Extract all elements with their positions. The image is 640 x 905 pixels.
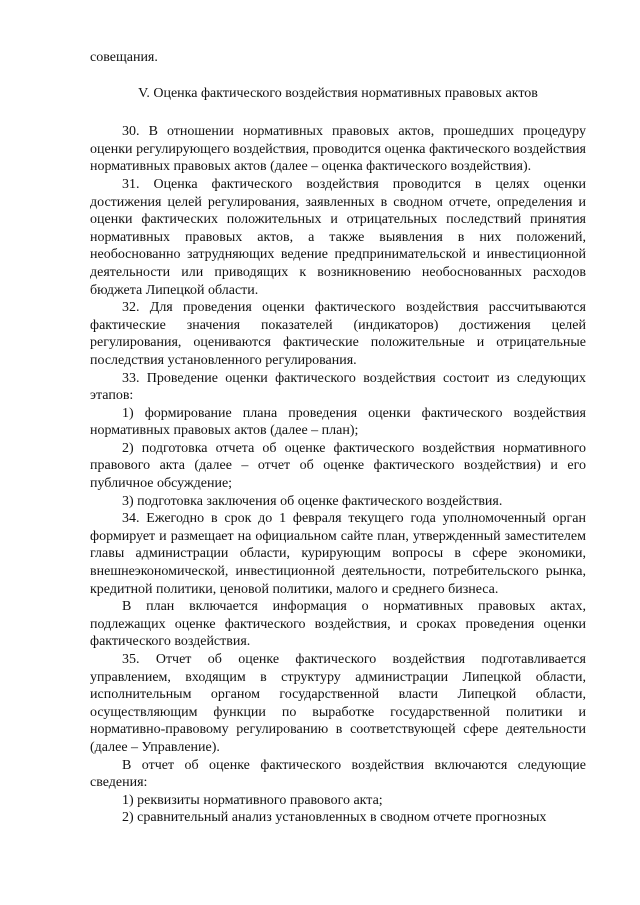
document-page (90, 49, 586, 827)
paragraph-33: 33. Проведение оценки фактического воздействия состоит из следующих этапов: (90, 370, 586, 404)
list-item-comparative-analysis: 2) сравнительный анализ установленных в сводном отчете прогнозных (122, 810, 547, 826)
paragraph-34: 34. Ежегодно в срок до 1 февраля текущего года уполномоченный орган формирует и размещает на официальном сайте план, утвержденный заместителем главы администрации области, курирующим вопросы в сфере экономики, внешнеэкономической, инвестиционной деятельности, потребительского рынка, кредитной политики, ценовой политики, малого и среднего бизнеса. (90, 511, 586, 597)
list-item-stage-2: 2) подготовка отчета об оценке фактического воздействия нормативного правового акта (далее – отчет об оценке фактического воздействия) и его публичное обсуждение; (90, 440, 586, 492)
paragraph-30: 30. В отношении нормативных правовых актов, прошедших процедуру оценки регулирующего воздействия, проводится оценка фактического воздействия нормативных правовых актов (далее – оценка фактического воздействия). (90, 124, 586, 175)
paragraph-31: 31. Оценка фактического воздействия проводится в целях оценки достижения целей регулирования, заявленных в сводном отчете, определения и оценки фактических положительных и отрицательных последствий принятия нормативных правовых актов, а также выявления в них положений, необоснованно затрудняющих ведение предпринимательской и инвестиционной деятельности или приводящих к возникновению необоснованных расходов бюджета Липецкой области. (90, 176, 586, 298)
lead-fragment: совещания. (90, 50, 158, 65)
paragraph-report-contents: В отчет об оценке фактического воздействия включаются следующие сведения: (90, 757, 586, 791)
list-item-stage-1: 1) формирование плана проведения оценки фактического воздействия нормативных правовых актов (далее – план); (90, 405, 586, 439)
list-item-requisites: 1) реквизиты нормативного правового акта; (122, 792, 383, 808)
section-heading: V. Оценка фактического воздействия нормативных правовых актов (138, 85, 538, 101)
paragraph-32: 32. Для проведения оценки фактического воздействия рассчитываются фактические значения показателей (индикаторов) достижения целей регулирования, оцениваются фактические положительные и отрицательные последствия установленного регулирования. (90, 300, 586, 368)
paragraph-35: 35. Отчет об оценке фактического воздействия подготавливается управлением, входящим в структуру администрации Липецкой области, исполнительным органом государственной власти Липецкой области, осуществляющим функции по выработке государственной политики и нормативно-правовому регулированию в соответствующей сфере деятельности (далее – Управление). (90, 652, 586, 755)
list-item-stage-3: 3) подготовка заключения об оценке фактического воздействия. (122, 493, 503, 509)
paragraph-plan-info: В план включается информация о нормативных правовых актах, подлежащих оценке фактического воздействия, и сроках проведения оценки фактического воздействия. (90, 599, 586, 650)
